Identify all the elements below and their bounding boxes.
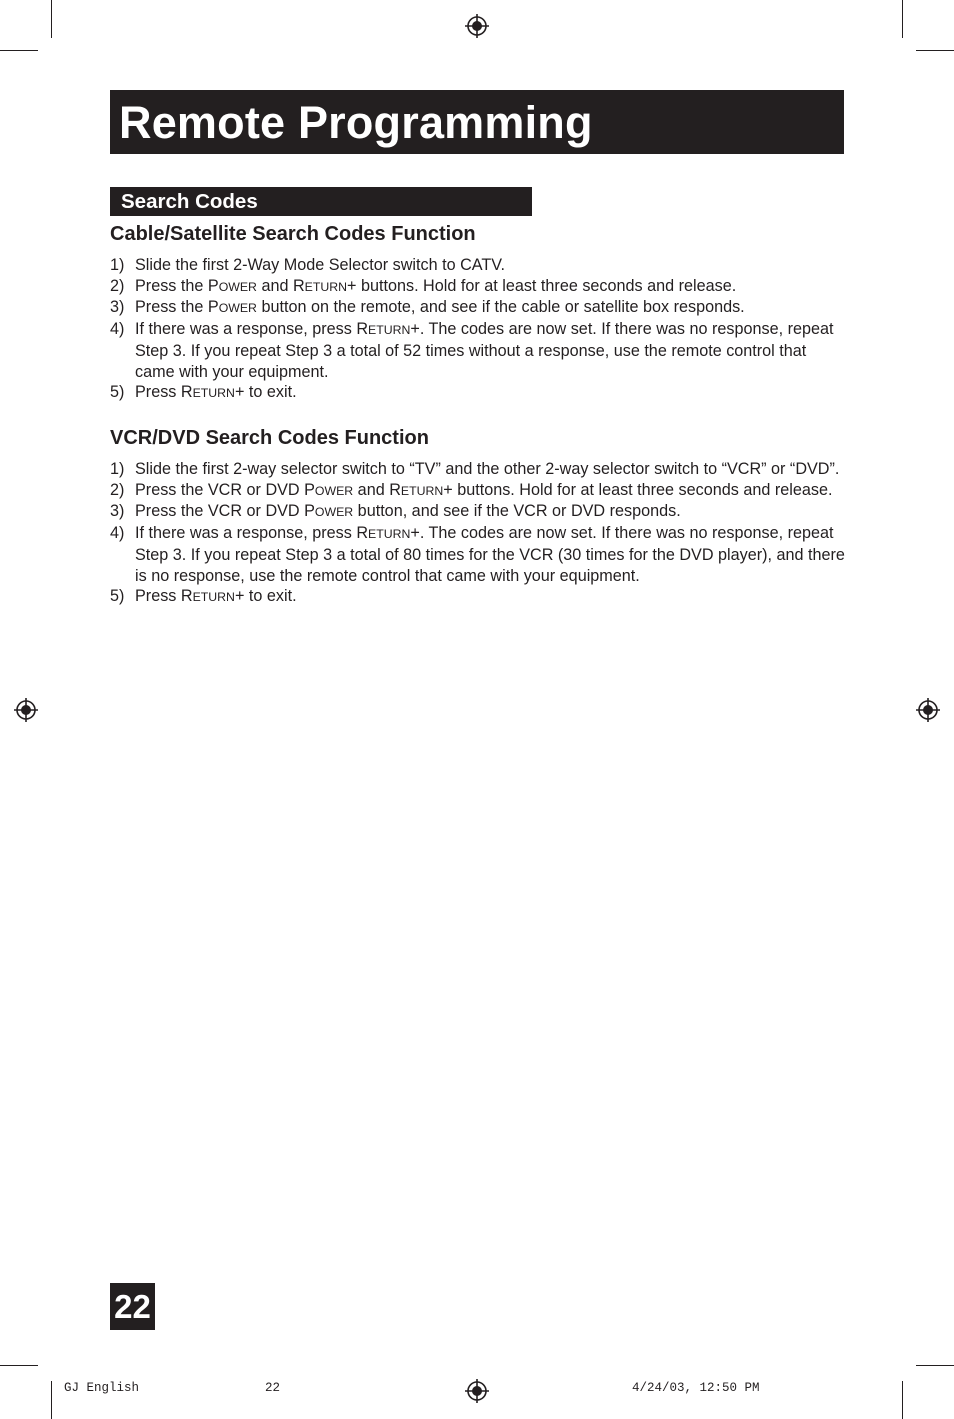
step-number: 4) (110, 320, 125, 339)
crop-mark (902, 0, 903, 38)
small-caps-text: ETURN (304, 279, 348, 294)
step-item (110, 297, 850, 319)
vcr-heading: VCR/DVD Search Codes Function (110, 427, 429, 449)
crop-mark (902, 1381, 903, 1419)
small-caps-text: ETURN (368, 527, 411, 542)
registration-mark-icon (915, 697, 941, 723)
small-caps-text: OWER (218, 279, 257, 294)
registration-mark-icon (464, 13, 490, 39)
step-text: Slide the first 2-Way Mode Selector switch to CATV. (135, 256, 506, 274)
step-text: Press RETURN+ to exit. (135, 383, 297, 402)
step-item (110, 255, 850, 276)
small-caps-text: ETURN (368, 323, 411, 338)
vcr-steps (110, 459, 850, 608)
step-item (110, 501, 850, 523)
step-text: Press the POWER and RETURN+ buttons. Hold for at least three seconds and release. (135, 276, 737, 295)
step-text: If there was a response, press RETURN+. The codes are now set. If there was no response, repeat Step 3. If you repeat Step 3 a total of 52 times without a response, use the remote control that came with your equipment. (135, 320, 834, 381)
crop-mark (51, 1381, 52, 1419)
cable-steps (110, 255, 850, 404)
small-caps-text: ETURN (400, 483, 444, 498)
small-caps-text: ETURN (192, 386, 235, 401)
slug-page: 22 (265, 1381, 281, 1395)
slug-date: 4/24/03, 12:50 PM (632, 1381, 760, 1395)
crop-mark (0, 50, 38, 51)
crop-mark (916, 50, 954, 51)
small-caps-text: OWER (314, 505, 354, 520)
page-title: Remote Programming (110, 90, 844, 154)
step-text: Press the VCR or DVD POWER and RETURN+ buttons. Hold for at least three seconds and release. (135, 480, 833, 499)
step-item (110, 276, 850, 298)
step-item (110, 319, 850, 382)
step-number: 5) (110, 587, 125, 606)
small-caps-text: OWER (218, 301, 257, 316)
step-number: 2) (110, 480, 125, 499)
registration-mark-icon (464, 1378, 490, 1404)
cable-heading: Cable/Satellite Search Codes Function (110, 223, 476, 245)
registration-mark-icon (13, 697, 39, 723)
page-number: 22 (110, 1283, 155, 1330)
step-number: 5) (110, 383, 125, 402)
step-number: 1) (110, 256, 125, 274)
section-title: Search Codes (110, 187, 532, 216)
small-caps-text: ETURN (192, 590, 235, 605)
step-number: 4) (110, 524, 125, 543)
step-text: Slide the first 2-way selector switch to “TV” and the other 2-way selector switch to “VCR” or “DVD”. (135, 460, 840, 478)
step-item (110, 382, 850, 404)
step-item (110, 523, 850, 586)
crop-mark (0, 1365, 38, 1366)
slug-file: GJ English (64, 1381, 140, 1395)
step-text: Press the VCR or DVD POWER button, and see if the VCR or DVD responds. (135, 502, 681, 521)
step-text: Press RETURN+ to exit. (135, 587, 297, 606)
step-number: 2) (110, 276, 125, 295)
step-number: 1) (110, 460, 125, 478)
crop-mark (916, 1365, 954, 1366)
step-text: If there was a response, press RETURN+. The codes are now set. If there was no response, repeat Step 3. If you repeat Step 3 a total of 80 times for the VCR (30 times for the DVD player), and there is no response, use the remote control that came with your equipment. (135, 524, 845, 585)
small-caps-text: OWER (314, 483, 354, 498)
step-item (110, 480, 850, 502)
step-number: 3) (110, 502, 125, 521)
step-item (110, 586, 850, 608)
step-text: Press the POWER button on the remote, and see if the cable or satellite box responds. (135, 298, 745, 317)
step-number: 3) (110, 298, 125, 317)
crop-mark (51, 0, 52, 38)
step-item (110, 459, 850, 480)
